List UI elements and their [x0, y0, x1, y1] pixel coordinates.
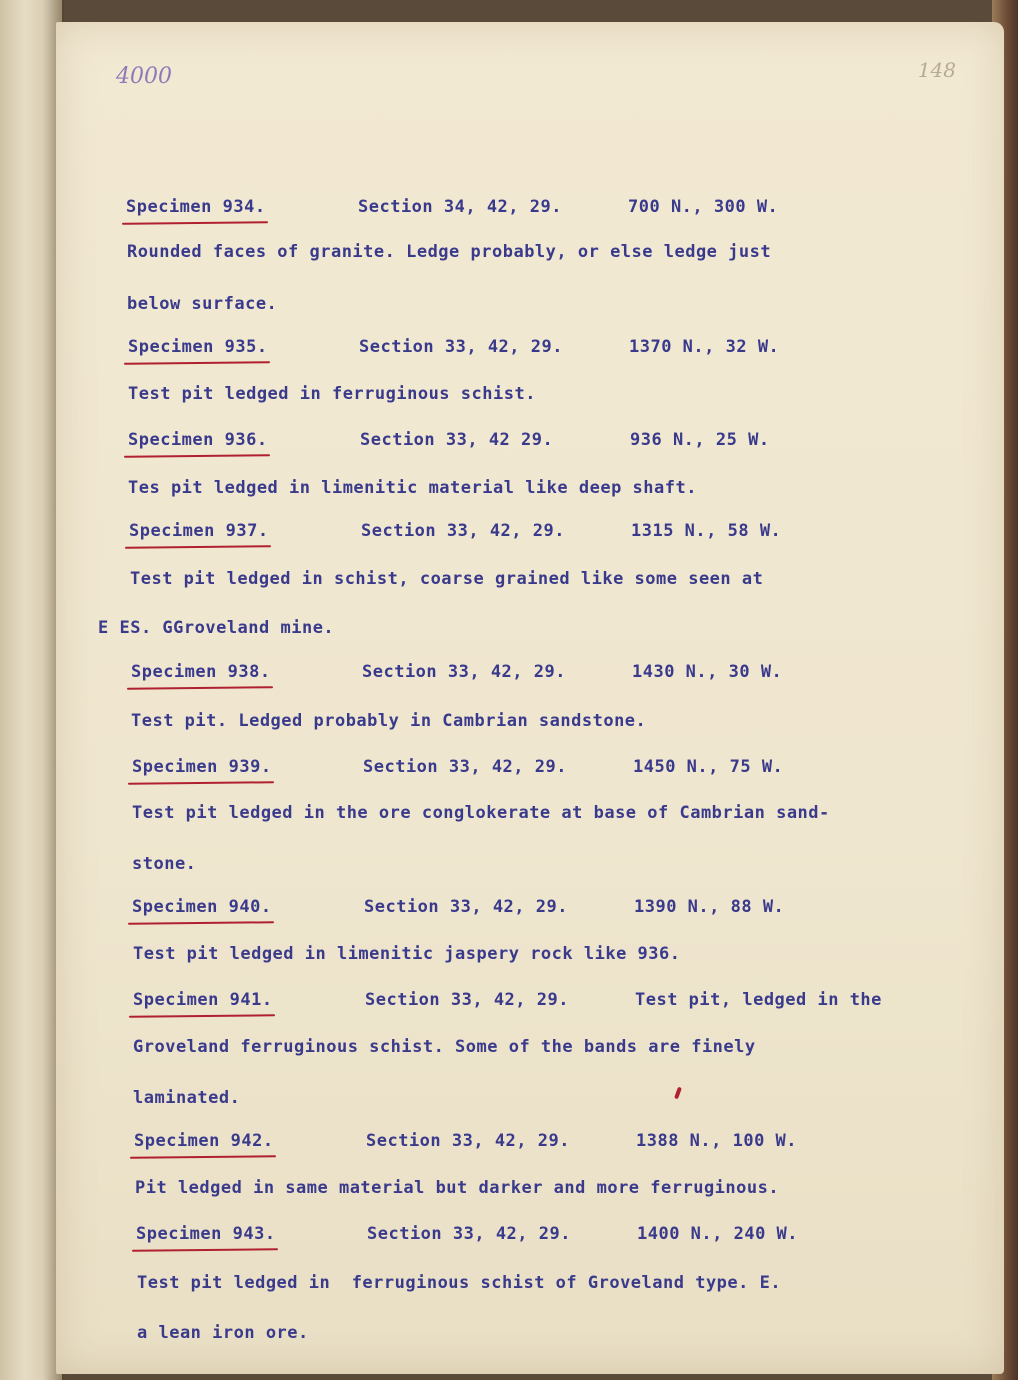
- section-label: Section 33, 42 29.: [360, 430, 554, 450]
- section-label: Section 33, 42, 29.: [363, 757, 567, 777]
- specimen-label: Specimen 935.: [128, 337, 268, 357]
- coordinates: 1315 N., 58 W.: [631, 521, 782, 541]
- specimen-label: Specimen 938.: [131, 662, 271, 682]
- specimen-label: Specimen 940.: [132, 897, 272, 917]
- section-label: Section 33, 42, 29.: [362, 662, 566, 682]
- coordinates: 1450 N., 75 W.: [633, 757, 784, 777]
- coordinates: 1388 N., 100 W.: [636, 1131, 798, 1151]
- coordinates: 1400 N., 240 W.: [637, 1224, 799, 1244]
- description-line: E ES. GGroveland mine.: [98, 618, 335, 638]
- description-line: Tes pit ledged in limenitic material like deep shaft.: [128, 478, 697, 498]
- specimen-label: Specimen 941.: [133, 990, 273, 1010]
- description-line: Test pit ledged in limenitic jaspery rock like 936.: [133, 944, 681, 964]
- description-line: laminated.: [133, 1088, 241, 1108]
- specimen-label: Specimen 943.: [136, 1224, 276, 1244]
- description-line: Groveland ferruginous schist. Some of the bands are finely: [133, 1037, 756, 1057]
- description-line: Rounded faces of granite. Ledge probably, or else ledge just: [127, 242, 772, 262]
- coordinates: 936 N., 25 W.: [630, 430, 770, 450]
- coordinates: 700 N., 300 W.: [628, 197, 779, 217]
- specimen-header: [128, 337, 888, 357]
- description-line: Test pit ledged in ferruginous schist.: [128, 384, 536, 404]
- section-label: Section 33, 42, 29.: [361, 521, 565, 541]
- section-label: Section 33, 42, 29.: [367, 1224, 571, 1244]
- coordinates: 1390 N., 88 W.: [634, 897, 785, 917]
- notebook-page: [56, 22, 1004, 1374]
- description-line: a lean iron ore.: [137, 1323, 309, 1343]
- specimen-label: Specimen 936.: [128, 430, 268, 450]
- specimen-header: [134, 1131, 894, 1151]
- description-line: Test pit ledged in the ore conglokerate at base of Cambrian sand-: [132, 803, 830, 823]
- description-line: Pit ledged in same material but darker and more ferruginous.: [135, 1178, 780, 1198]
- description-line: Test pit. Ledged probably in Cambrian sandstone.: [131, 711, 647, 731]
- specimen-header: [132, 757, 892, 777]
- description-line: below surface.: [127, 294, 278, 314]
- specimen-label: Specimen 934.: [126, 197, 266, 217]
- coordinates: Test pit, ledged in the: [635, 990, 882, 1010]
- specimen-label: Specimen 937.: [129, 521, 269, 541]
- specimen-header: [131, 662, 891, 682]
- section-label: Section 33, 42, 29.: [365, 990, 569, 1010]
- section-label: Section 33, 42, 29.: [366, 1131, 570, 1151]
- specimen-header: [136, 1224, 896, 1244]
- description-line: Test pit ledged in ferruginous schist of Groveland type. E.: [137, 1273, 782, 1293]
- description-line: stone.: [132, 854, 197, 874]
- coordinates: 1430 N., 30 W.: [632, 662, 783, 682]
- specimen-header: [128, 430, 888, 450]
- specimen-label: Specimen 942.: [134, 1131, 274, 1151]
- coordinates: 1370 N., 32 W.: [629, 337, 780, 357]
- specimen-header: [132, 897, 892, 917]
- section-label: Section 33, 42, 29.: [364, 897, 568, 917]
- section-label: Section 33, 42, 29.: [359, 337, 563, 357]
- specimen-header: [133, 990, 893, 1010]
- section-label: Section 34, 42, 29.: [358, 197, 562, 217]
- specimen-label: Specimen 939.: [132, 757, 272, 777]
- ink-mark: [674, 1087, 682, 1100]
- pencil-annotation-left: 4000: [116, 64, 172, 89]
- page-number-annotation: 148: [917, 58, 956, 82]
- specimen-header: [126, 197, 886, 217]
- description-line: Test pit ledged in schist, coarse grained like some seen at: [130, 569, 764, 589]
- specimen-header: [129, 521, 889, 541]
